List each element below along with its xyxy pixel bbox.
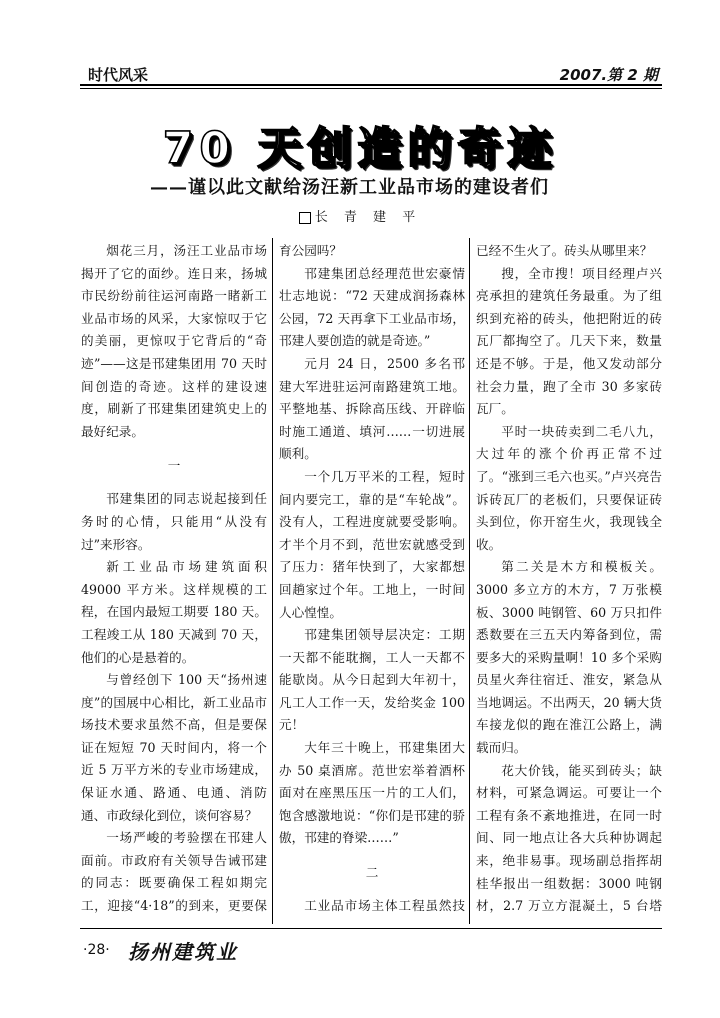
section-number: 二 (365, 865, 379, 881)
section-number: 一 (167, 458, 181, 474)
text-column-2 (279, 240, 465, 920)
paragraph: 平时一块砖卖到二毛八九，大过年的涨个价再正常不过了。“涨到三毛六也买。”卢兴亮告诉砖瓦厂的老板们，只要保证砖头到位，你开窑生火，我现钱全收。 (476, 423, 662, 552)
footer-rule (80, 928, 662, 929)
paragraph: 搜，全市搜！项目经理卢兴亮承担的建筑任务最重。为了组织到充裕的砖头，他把附近的砖瓦厂都掏空了。几天下来，数量还是不够。于是，他又发动部分社会力量，跑了全市 30 多家砖瓦厂。 (476, 265, 662, 417)
column-divider-2 (469, 238, 470, 924)
article-subtitle: ——谨以此文献给汤汪新工业品市场的建设者们 (150, 177, 549, 198)
paragraph: 工业品市场主体工程虽然技 (304, 898, 465, 914)
paragraph: 邗建集团总经理范世宏豪情壮志地说：“72 天建成润扬森林公园，72 天再拿下工业品市场，邗建人要创造的就是奇迹。” (279, 265, 465, 349)
paragraph: 一个几万平米的工程，短时间内要完工，靠的是“车轮战”。没有人，工程进度就要受影响。才半个月不到，范世宏就感受到了压力：猪年快到了，大家都想回趟家过个年。工地上，一时间人心惶惶。 (279, 468, 465, 620)
paragraph: 新工业品市场建筑面积 49000 平方米。这样规模的工程，在国内最短工期要 180 天。工程竣工从 180 天减到 70 天，他们的心是悬着的。 (81, 559, 267, 665)
text-column-1 (81, 240, 267, 920)
issue-number: 2007.第 2 期 (559, 66, 658, 84)
paragraph: 大年三十晚上，邗建集团大办 50 桌酒席。范世宏举着酒杯面对在座黑压压一片的工人们，饱含感激地说：“你们是邗建的骄傲，邗建的脊梁……” (279, 740, 465, 846)
page-number: ·28· (83, 942, 110, 958)
text-column-3 (476, 240, 662, 920)
author-name: 长 青 建 平 (314, 210, 422, 225)
header-rule (80, 84, 662, 86)
byline (0, 206, 720, 225)
article-title: 70 天创造的奇迹 (162, 123, 558, 174)
paragraph: 烟花三月，汤汪工业品市场揭开了它的面纱。连日来，扬城市民纷纷前往运河南路一睹新工业品市场的风采，大家惊叹于它的美丽，更惊叹于它背后的“奇迹”——这是邗建集团用 70 天时间创造的奇迹。这样的建设速度，刷新了邗建集团建筑史上的最好纪录。 (81, 243, 267, 439)
paragraph: 花大价钱，能买到砖头；缺材料，可紧急调运。可要让一个工程有条不紊地推进，在同一时间、同一地点让各大兵种协调起来，绝非易事。现场副总指挥胡桂华报出一组数据：3000 吨钢材，2.7 万立方混凝土，5 台塔 (476, 762, 662, 914)
magazine-logo: 扬州建筑业 (128, 940, 238, 964)
byline-box-icon (299, 212, 311, 224)
paragraph: 邗建集团的同志说起接到任务时的心情，只能用“从没有过”来形容。 (81, 491, 267, 552)
section-name: 时代风采 (88, 66, 149, 84)
paragraph: 一场严峻的考验摆在邗建人面前。市政府有关领导告诫邗建的同志：既要确保工程如期完工，迎接“4·18”的到来，更要保 (81, 830, 267, 914)
header-rule-thin (80, 88, 662, 89)
paragraph-continued: 已经不生火了。砖头从哪里来？ (476, 243, 653, 258)
paragraph: 与曾经创下 100 天“扬州速度”的国展中心相比，新工业品市场技术要求虽然不高，但是要保证在短短 70 天时间内，将一个近 5 万平方米的专业市场建成，保证水通、路通、电通、消防通、市政绿化到位，谈何容易？ (81, 672, 267, 823)
column-divider-1 (272, 238, 273, 924)
paragraph-continued: 育公园吗？ (279, 243, 342, 258)
paragraph: 第二关是木方和模板关。3000 多立方的木方，7 万张模板、3000 吨钢管、60 万只扣件悉数要在三五天内筹备到位，需要多大的采购量啊！10 多个采购员星火奔往宿迁、淮安，紧急从当地调运。不出两天，20 辆大货车接龙似的跑在淮江公路上，满载而归。 (476, 559, 662, 756)
paragraph: 元月 24 日，2500 多名邗建大军进驻运河南路建筑工地。平整地基、拆除高压线、开辟临时施工通道、填河……一切进展顺利。 (279, 355, 465, 462)
paragraph: 邗建集团领导层决定：工期一天都不能耽搁，工人一天都不能歇岗。从今日起到大年初十，凡工人工作一天，发给奖金 100 元！ (279, 627, 465, 733)
